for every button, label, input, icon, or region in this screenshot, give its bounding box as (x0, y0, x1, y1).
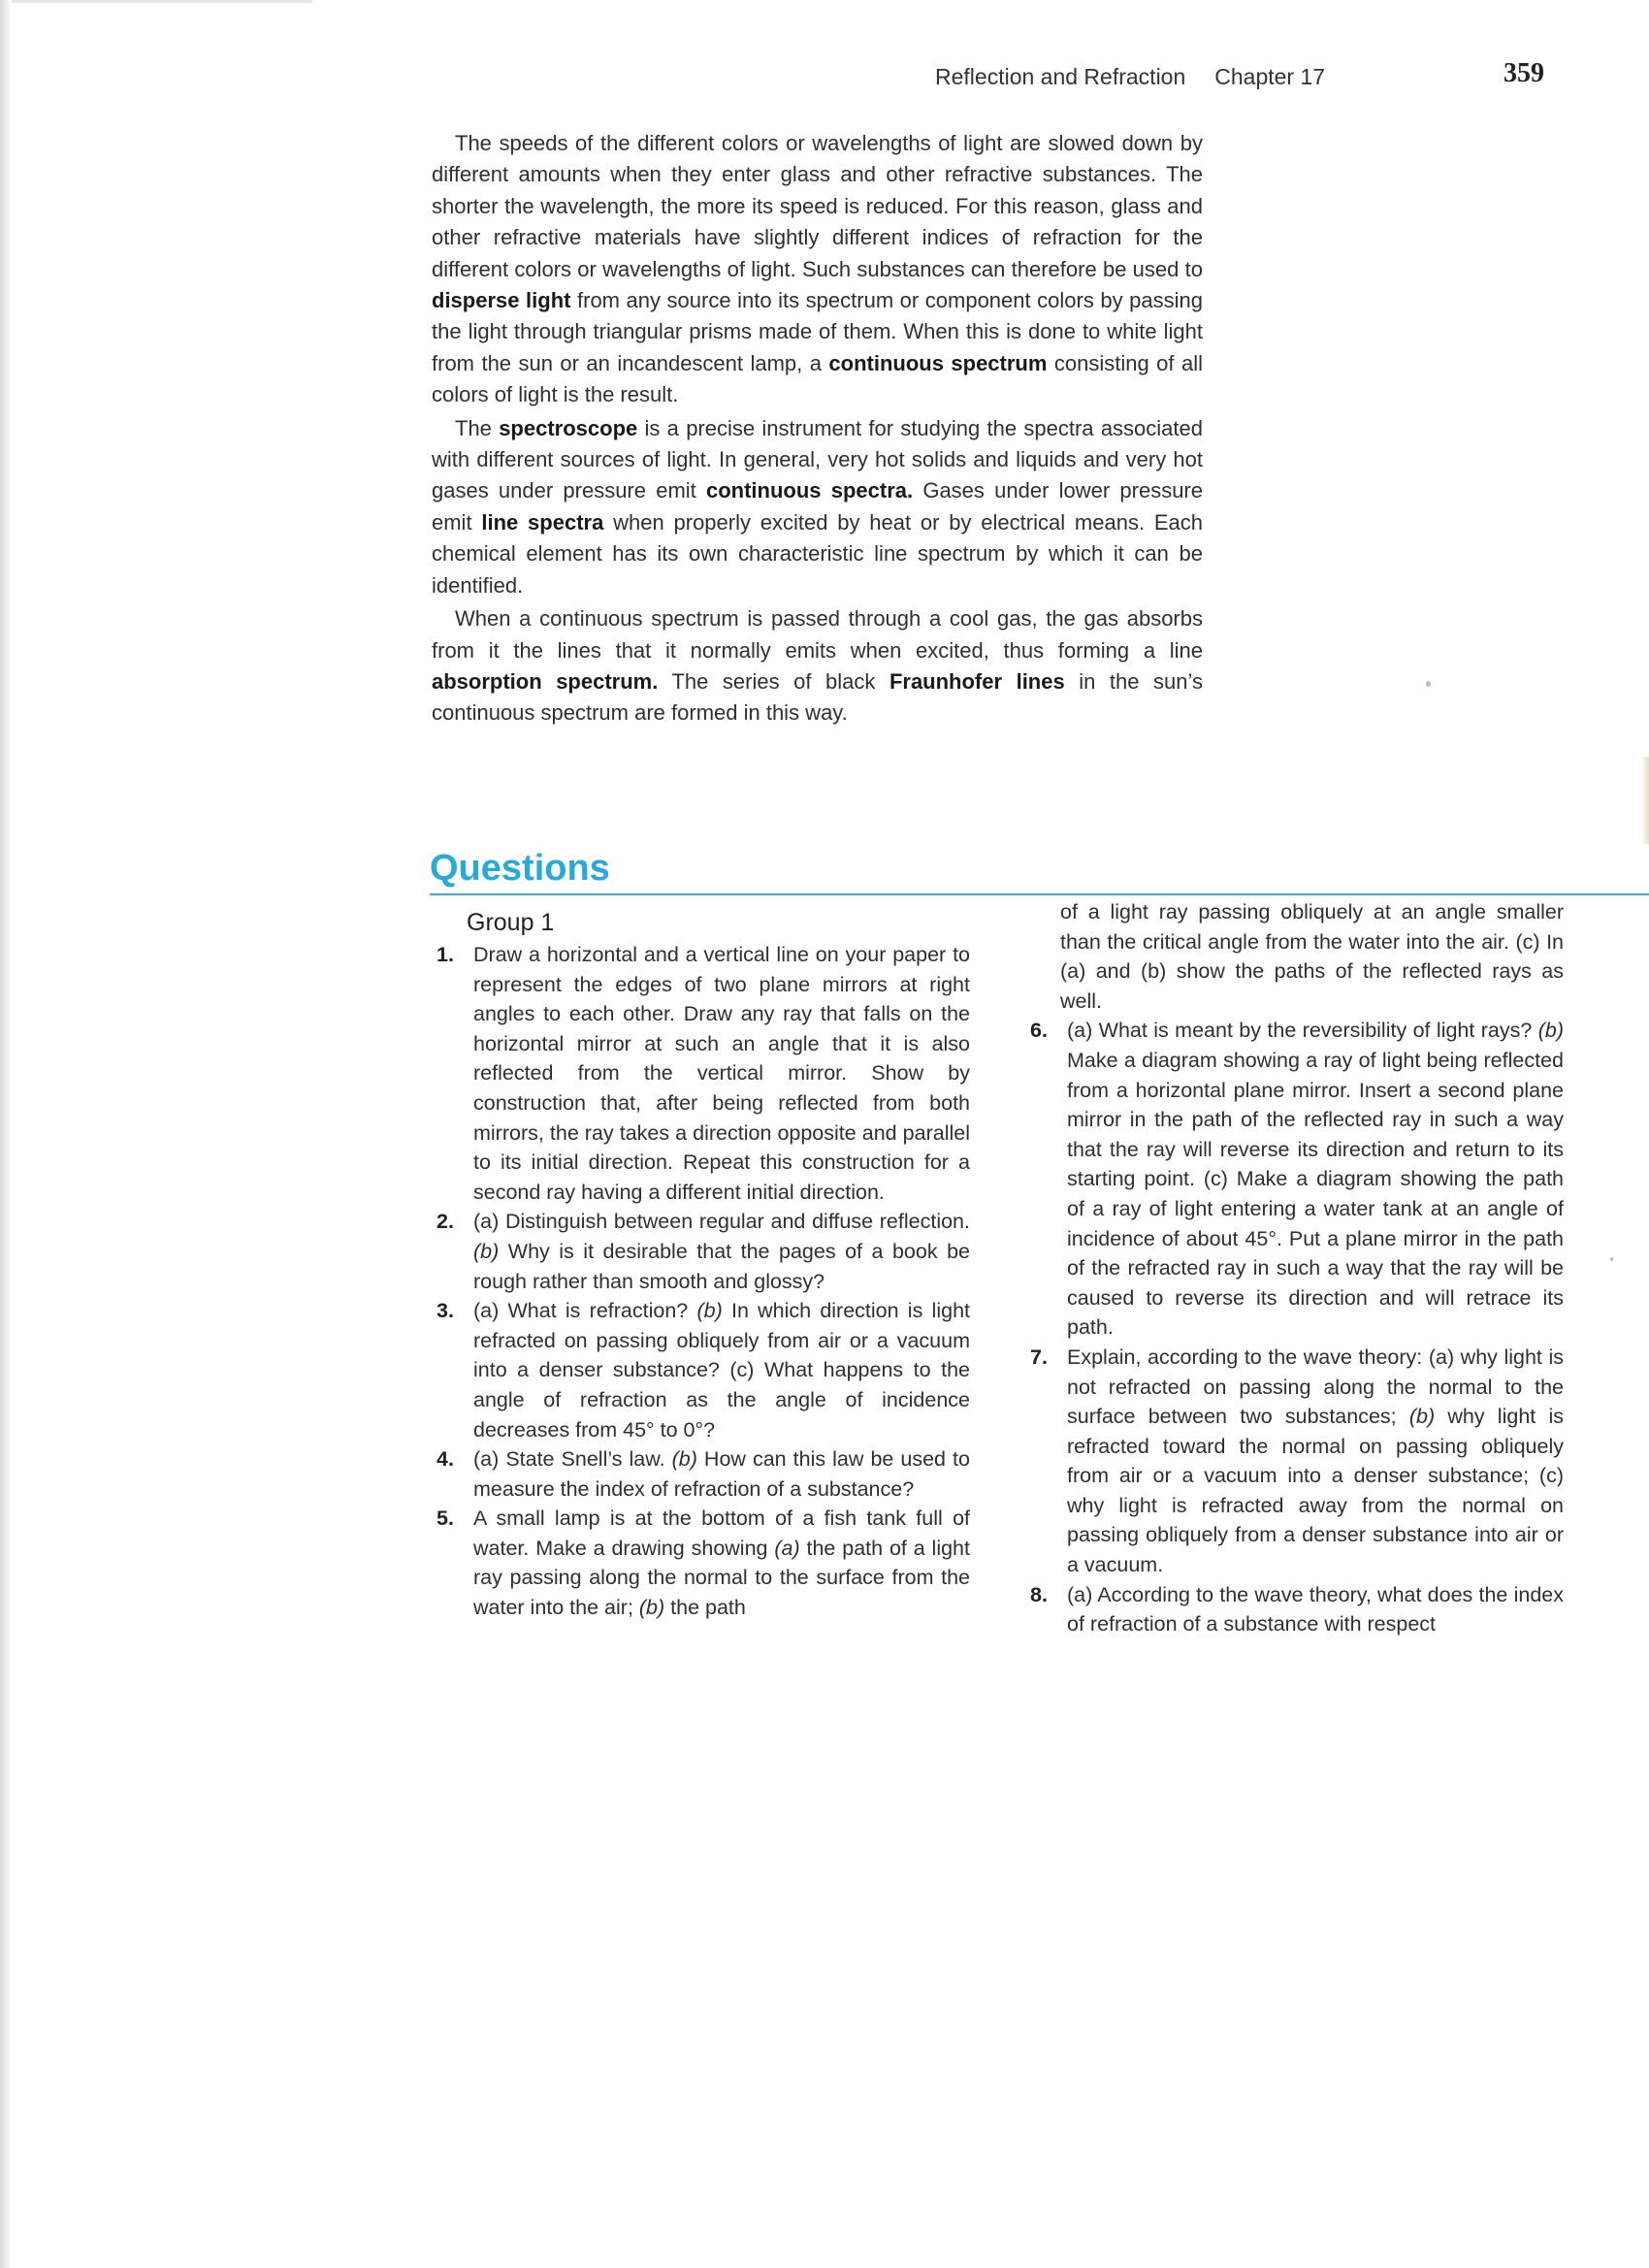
body-text (432, 128, 1203, 731)
question-4: 4. (a) State Snell’s law. (b) How can this law be used to measure the index of refraction of a substance? (435, 1444, 970, 1504)
question-1: 1. Draw a horizontal and a vertical line on your paper to represent the edges of two plane mirrors at right angles to each other. Draw any ray that falls on the horizontal mirror at such an angle that it is also reflected from the vertical mirror. Show by construction that, after being reflected from both mirrors, the ray takes a direction opposite and parallel to its initial direction. Repeat this construction for a second ray having a different initial direction. (435, 940, 970, 1207)
question-number: 1. (436, 943, 454, 966)
question-number: 5. (436, 1507, 454, 1531)
question-5: 5. A small lamp is at the bottom of a fish tank full of water. Make a drawing showing (a) the path of a light ray passing along the normal to the surface from the water into the air; (b) the path (435, 1504, 970, 1622)
question-2: 2. (a) Distinguish between regular and diffuse reflection. (b) Why is it desirable that the pages of a book be rough rather than smooth and glossy? (435, 1207, 970, 1296)
question-3: 3. (a) What is refraction? (b) In which direction is light refracted on passing obliquely from air or a vacuum into a denser substance? (c) What happens to the angle of refraction as the angle of incidence decreases from 45° to 0°? (435, 1296, 970, 1444)
question-number: 6. (1030, 1019, 1048, 1043)
questions-left-column (435, 905, 970, 1623)
scan-page-edge (0, 0, 12, 2268)
key-term: continuous spectra. (705, 478, 914, 503)
key-term: Fraunhofer lines (889, 668, 1065, 694)
paragraph: When a continuous spectrum is passed through a cool gas, the gas absorbs from it the lines that it normally emits when excited, thus forming a line absorption spectrum. The series of black Fraunhofer lines in the sun’s continuous spectrum are formed in this way. (432, 606, 1204, 726)
paragraph: The speeds of the different colors or wavelengths of light are slowed down by different amounts when they enter glass and other refractive substances. The shorter the wavelength, the more its speed is reduced. For this reason, glass and other refractive materials have slightly different indices of refraction for the different colors or wavelengths of light. Such substances can therefore be used to disperse light from any source into its spectrum or component colors by passing the light through triangular prisms made of them. When this is done to white light from the sun or an incandescent lamp, a continuous spectrum consisting of all colors of light is the result. (432, 131, 1203, 407)
key-term: line spectra (481, 509, 604, 535)
question-number: 4. (436, 1447, 454, 1472)
question-number: 3. (436, 1299, 454, 1323)
key-term: spectroscope (499, 415, 638, 440)
scan-speck (1610, 1257, 1613, 1261)
scan-speck (1426, 681, 1431, 687)
question-number: 8. (1030, 1582, 1048, 1606)
page-number: 359 (1504, 58, 1544, 88)
question-6: 6. (a) What is meant by the reversibility of light rays? (b) Make a diagram showing a ray of light being reflected from a horizontal plane mirror. Insert a second plane mirror in the path of the reflected ray in such a way that the ray will reverse its direction and return to its starting point. (c) Make a diagram showing the path of a ray of light entering a water tank at an angle of incidence of about 45°. Put a plane mirror in the path of the refracted ray in such a way that the ray will be caused to reverse its direction and will retrace its path. (1028, 1016, 1564, 1343)
section-title: Reflection and Refraction (935, 64, 1186, 89)
key-term: disperse light (432, 288, 571, 313)
question-5-continued: of a light ray passing obliquely at an angle smaller than the critical angle from the water into the air. (c) In (a) and (b) show the paths of the reflected rays as well. (1060, 900, 1564, 1013)
key-term: continuous spectrum (828, 350, 1048, 375)
questions-right-column (1028, 897, 1564, 1639)
running-head (935, 64, 1325, 90)
question-8: 8. (a) According to the wave theory, what does the index of refraction of a substance with respect (1028, 1580, 1564, 1639)
chapter-label: Chapter 17 (1214, 64, 1326, 89)
question-number: 2. (436, 1210, 454, 1234)
scan-right-shadow (1641, 757, 1649, 844)
heading-rule (430, 893, 1649, 895)
paragraph: The spectroscope is a precise instrument for studying the spectra associated with different sources of light. In general, very hot solids and liquids and very hot gases under pressure emit continuous spectra. Gases under lower pressure emit line spectra when properly excited by heat or by electrical means. Each chemical element has its own characteristic line spectrum by which it can be identified. (432, 415, 1203, 598)
group-title: Group 1 (467, 909, 555, 936)
question-number: 7. (1030, 1345, 1048, 1369)
key-term: absorption spectrum. (432, 668, 659, 694)
question-7: 7. Explain, according to the wave theory: (a) why light is not refracted on passing along the normal to the surface between two substances; (b) why light is refracted toward the normal on passing obliquely from air or a vacuum into a denser substance; (c) why light is refracted away from the normal on passing obliquely from a denser substance into air or a vacuum. (1028, 1343, 1564, 1580)
questions-heading: Questions (430, 848, 610, 889)
scan-top-edge (12, 0, 312, 3)
